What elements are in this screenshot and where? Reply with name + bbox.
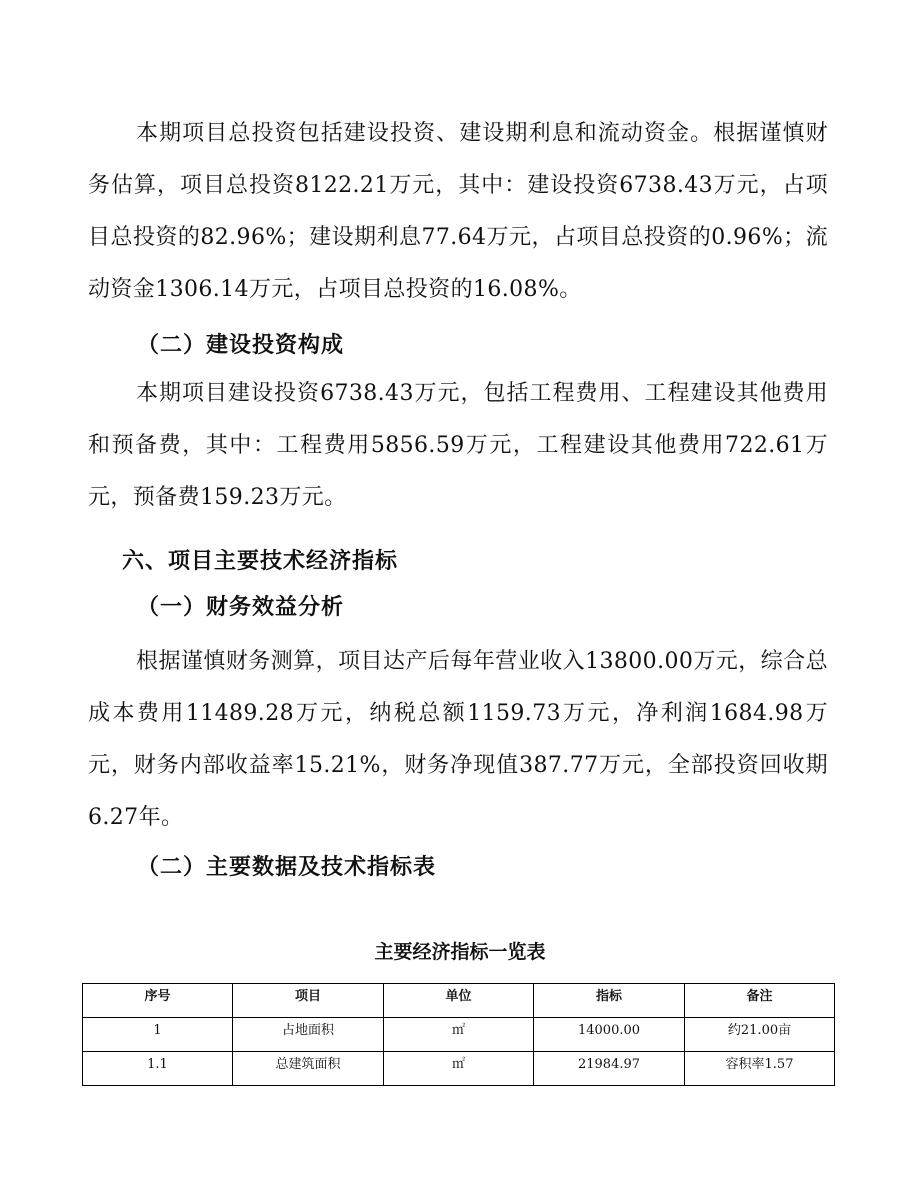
table-row (83, 1052, 835, 1086)
cell-number: 1 (83, 1018, 233, 1052)
paragraph-investment-total: 本期项目总投资包括建设投资、建设期利息和流动资金。根据谨慎财务估算，项目总投资8122.21万元，其中：建设投资6738.43万元，占项目总投资的82.96%；建设期利息77.64万元，占项目总投资的0.96%；流动资金1306.14万元，占项目总投资的16.08%。 (88, 121, 828, 302)
column-header-indicator: 指标 (534, 984, 685, 1018)
heading-financial-analysis: （一）财务效益分析 (137, 594, 345, 620)
cell-indicator: 21984.97 (534, 1052, 685, 1086)
cell-remark: 容积率1.57 (685, 1052, 835, 1086)
column-header-unit: 单位 (384, 984, 534, 1018)
heading-section-six: 六、项目主要技术经济指标 (122, 548, 399, 574)
table-row (83, 1018, 835, 1052)
cell-unit: ㎡ (384, 1018, 534, 1052)
column-header-item: 项目 (233, 984, 384, 1018)
paragraph-construction-investment: 本期项目建设投资6738.43万元，包括工程费用、工程建设其他费用和预备费，其中：工程费用5856.59万元，工程建设其他费用722.61万元，预备费159.23万元。 (88, 381, 828, 510)
cell-number: 1.1 (83, 1052, 233, 1086)
table-title: 主要经济指标一览表 (374, 941, 546, 963)
cell-item: 总建筑面积 (233, 1052, 384, 1086)
cell-indicator: 14000.00 (534, 1018, 685, 1052)
economic-indicators-table (82, 983, 835, 1086)
column-header-number: 序号 (83, 984, 233, 1018)
paragraph-financial-benefit: 根据谨慎财务测算，项目达产后每年营业收入13800.00万元，综合总成本费用11489.28万元，纳税总额1159.73万元，净利润1684.98万元，财务内部收益率15.21%，财务净现值387.77万元，全部投资回收期6.27年。 (88, 649, 828, 830)
column-header-remark: 备注 (685, 984, 835, 1018)
heading-construction-composition: （二）建设投资构成 (137, 332, 345, 358)
cell-remark: 约21.00亩 (685, 1018, 835, 1052)
heading-main-data-table: （二）主要数据及技术指标表 (137, 854, 437, 880)
cell-item: 占地面积 (233, 1018, 384, 1052)
table-header-row (83, 984, 835, 1018)
cell-unit: ㎡ (384, 1052, 534, 1086)
